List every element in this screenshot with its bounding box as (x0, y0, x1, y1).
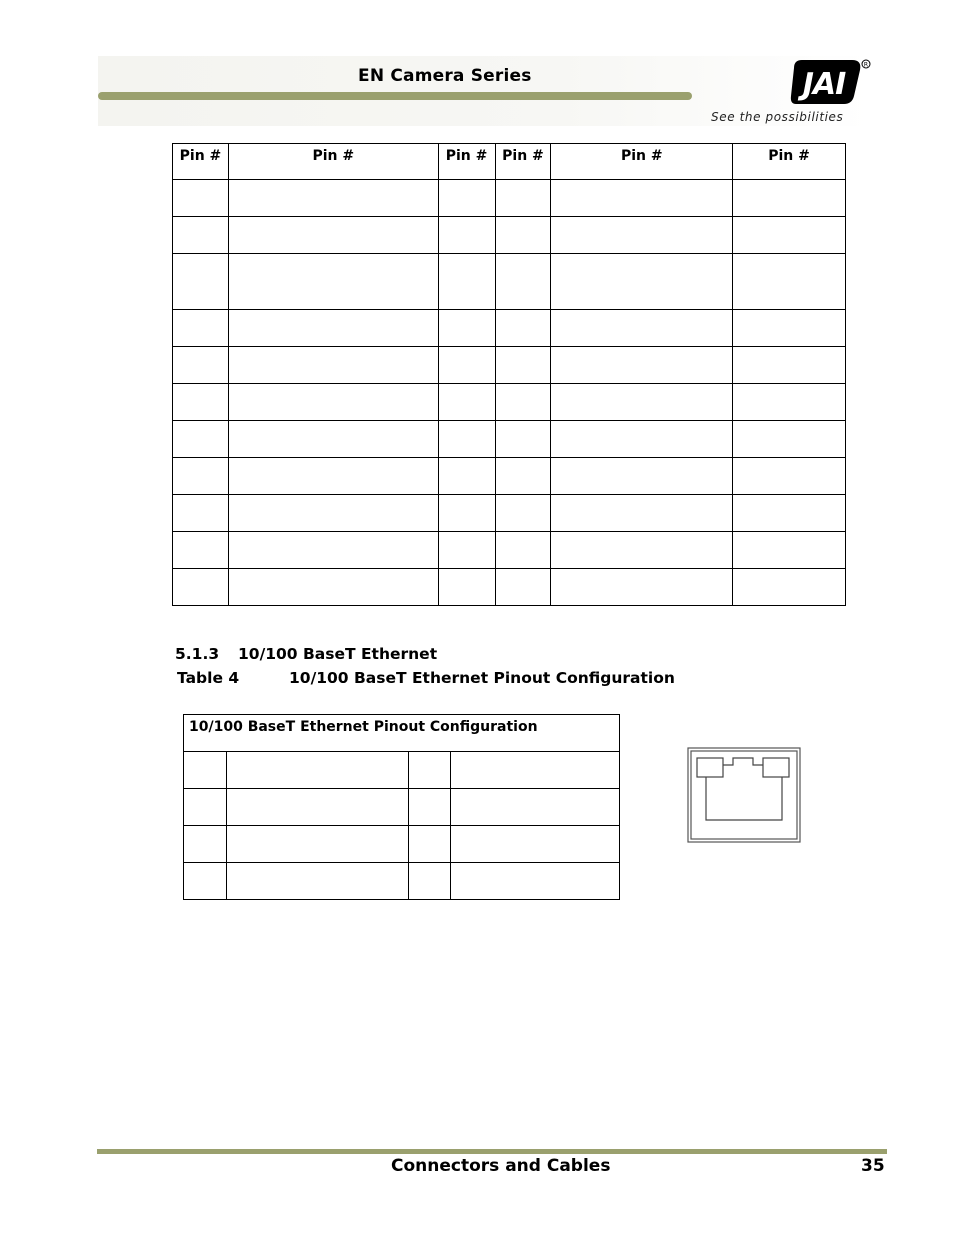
table-row (173, 458, 846, 495)
footer-rule (97, 1149, 887, 1154)
table-row (184, 863, 620, 900)
table-header-row (173, 144, 846, 180)
column-header: Pin # (551, 144, 733, 180)
table-row (173, 254, 846, 310)
page-number: 35 (861, 1156, 885, 1176)
table-row (173, 569, 846, 606)
table-caption-label: Table 4 (177, 669, 240, 687)
table-caption (177, 669, 675, 687)
table-row (173, 180, 846, 217)
column-header: Pin # (173, 144, 229, 180)
column-header: Pin # (438, 144, 495, 180)
table-row (173, 310, 846, 347)
column-header: Pin # (495, 144, 551, 180)
table-row (184, 752, 620, 789)
section-number: 5.1.3 (175, 645, 220, 663)
column-header: Pin # (733, 144, 846, 180)
table-row (173, 532, 846, 569)
table-row (184, 789, 620, 826)
logo-tagline: See the possibilities (711, 110, 844, 124)
svg-text:R: R (863, 61, 869, 69)
jai-logo-icon (788, 56, 872, 108)
table-header-row (184, 715, 620, 752)
table-row (184, 826, 620, 863)
section-heading (175, 645, 437, 663)
ethernet-pinout-table (183, 714, 620, 900)
table-caption-title: 10/100 BaseT Ethernet Pinout Configuration (289, 669, 675, 687)
header-rule (98, 92, 692, 100)
section-title: 10/100 BaseT Ethernet (238, 645, 438, 663)
table-row (173, 495, 846, 532)
table-row (173, 384, 846, 421)
column-header: Pin # (228, 144, 438, 180)
rj45-connector-icon (687, 747, 801, 843)
table-row (173, 421, 846, 458)
pin-table (172, 143, 846, 606)
table-row (173, 347, 846, 384)
series-title: EN Camera Series (358, 66, 532, 86)
svg-text:JAI: JAI (802, 67, 846, 102)
footer-title: Connectors and Cables (391, 1156, 611, 1176)
table-row (173, 217, 846, 254)
ethernet-table-header: 10/100 BaseT Ethernet Pinout Configuration (184, 715, 620, 752)
